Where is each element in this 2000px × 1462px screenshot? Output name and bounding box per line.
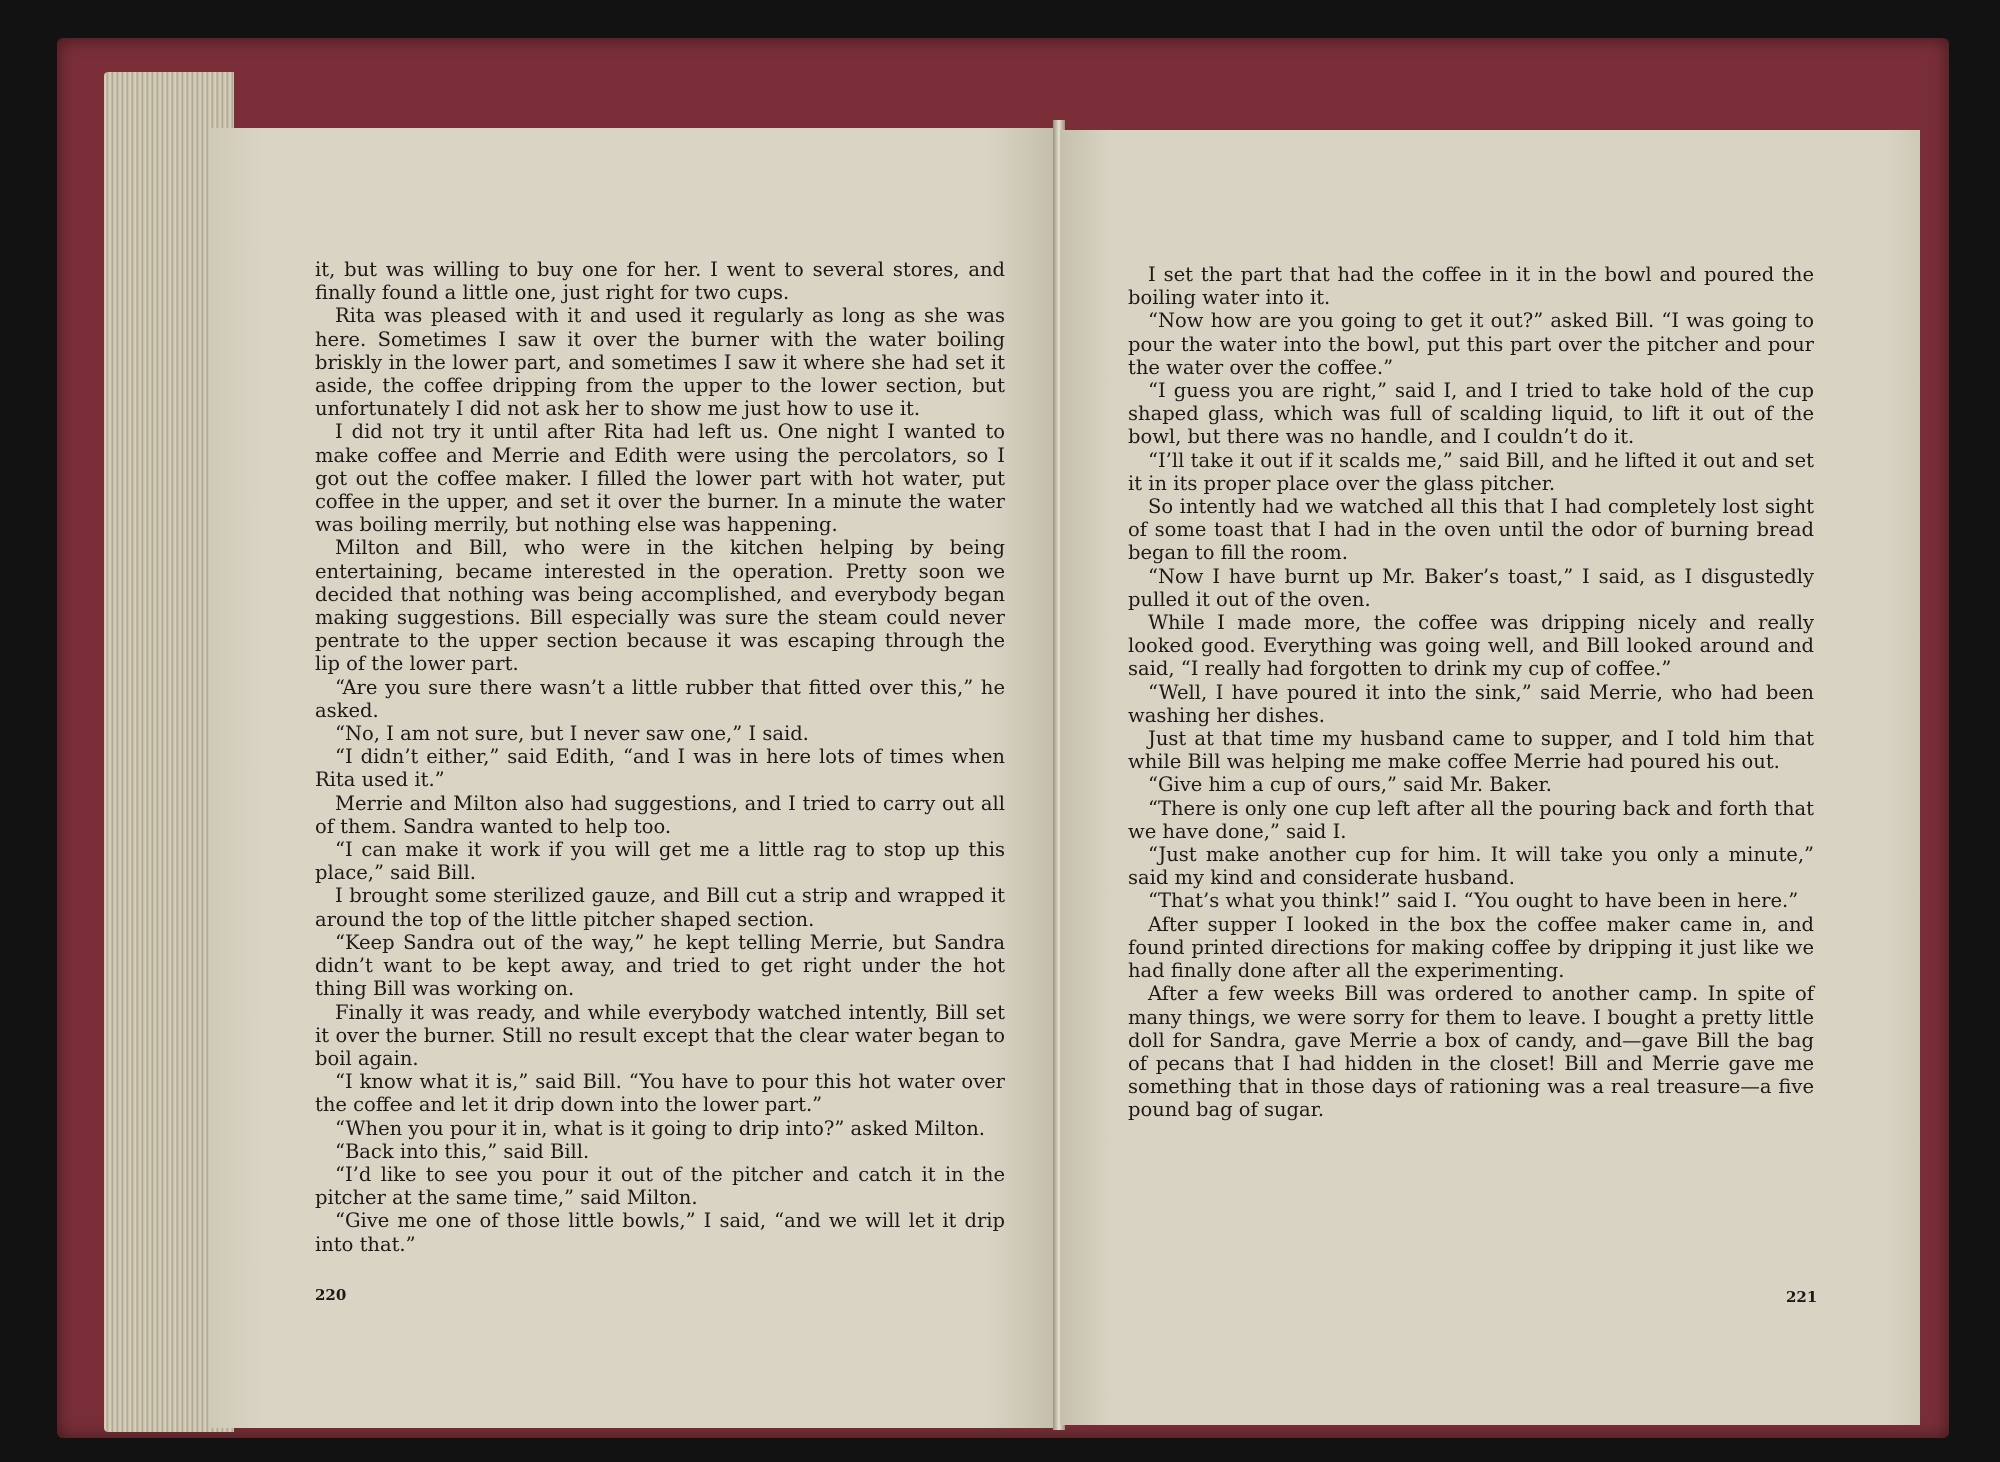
paragraph: “Are you sure there wasn’t a little rubber that fitted over this,” he asked.: [315, 675, 1005, 722]
left-page: [210, 128, 1055, 1428]
paragraph: “Give me one of those little bowls,” I said, “and we will let it drip into that.”: [315, 1209, 1005, 1256]
paragraph: “That’s what you think!” said I. “You ought to have been in here.”: [1148, 889, 1799, 913]
paragraph: “Just make another cup for him. It will take you only a minute,” said my kind and considerate husband.: [1128, 843, 1814, 890]
paragraph: “Back into this,” said Bill.: [335, 1139, 590, 1163]
paragraph: While I made more, the coffee was dripping nicely and really looked good. Everything was going well, and Bill looked around and said, “I really had forgotten to drink my cup of coffee.”: [1128, 611, 1814, 681]
paragraph: Just at that time my husband came to supper, and I told him that while Bill was helping me make coffee Merrie had poured his out.: [1128, 727, 1814, 774]
paragraph: Finally it was ready, and while everybody watched intently, Bill set it over the burner. Still no result except that the clear water began to boil again.: [315, 1000, 1005, 1070]
paragraph: “No, I am not sure, but I never saw one,” I said.: [335, 722, 809, 746]
paragraph: Merrie and Milton also had suggestions, and I tried to carry out all of them. Sandra wanted to help too.: [315, 791, 1005, 838]
paragraph: After a few weeks Bill was ordered to another camp. In spite of many things, we were sorry for them to leave. I bought a pretty little doll for Sandra, gave Merrie a box of candy, and—gave Bill the bag of pecans that I had hidden in the closet! Bill and Merrie gave me something that in those days of rationing was a real treasure—a five pound bag of sugar.: [1128, 982, 1814, 1122]
paragraph: I did not try it until after Rita had left us. One night I wanted to make coffee and Merrie and Edith were using the percolators, so I got out the coffee maker. I filled the lower part with hot water, put coffee in the upper, and set it over the burner. In a minute the water was boiling merrily, but nothing else was happening.: [315, 420, 1005, 537]
page-number: 220: [315, 1286, 347, 1304]
paragraph: “I’d like to see you pour it out of the pitcher and catch it in the pitcher at the same time,” said Milton.: [315, 1162, 1005, 1210]
right-page-text: [1128, 263, 1814, 1122]
paragraph: I set the part that had the coffee in it in the bowl and poured the boiling water into it.: [1128, 263, 1814, 310]
paragraph: Milton and Bill, who were in the kitchen helping by being entertaining, became interested in the operation. Pretty soon we decided that nothing was being accomplished, and everybody began making suggestions. Bill especially was sure the steam could never pentrate to the upper section because it was escaping through the lip of the lower part.: [315, 536, 1005, 676]
paragraph: “I can make it work if you will get me a little rag to stop up this place,” said Bill.: [315, 838, 1005, 885]
paragraph: “Give him a cup of ours,” said Mr. Baker.: [1148, 773, 1552, 797]
paragraph: I brought some sterilized gauze, and Bill cut a strip and wrapped it around the top of the little pitcher shaped section.: [315, 884, 1005, 931]
paragraph: So intently had we watched all this that I had completely lost sight of some toast that I had in the oven until the odor of burning bread began to fill the room.: [1128, 495, 1814, 565]
paragraph: “Now I have burnt up Mr. Baker’s toast,” I said, as I disgustedly pulled it out of the oven.: [1128, 564, 1814, 611]
paragraph: “I’ll take it out if it scalds me,” said Bill, and he lifted it out and set it in its proper place over the glass pitcher.: [1128, 448, 1814, 495]
left-page-text: [315, 258, 1005, 1256]
paragraph: “I guess you are right,” said I, and I tried to take hold of the cup shaped glass, which was full of scalding liquid, to lift it out of the bowl, but there was no handle, and I couldn’t do it.: [1128, 379, 1814, 449]
paragraph: “When you pour it in, what is it going to drip into?” asked Milton.: [335, 1116, 985, 1140]
paragraph: it, but was willing to buy one for her. I went to several stores, and finally found a little one, just right for two cups.: [315, 258, 1005, 305]
paragraph: Rita was pleased with it and used it regularly as long as she was here. Sometimes I saw it over the burner with the water boiling briskly in the lower part, and sometimes I saw it where she had set it aside, the coffee dripping from the upper to the lower section, but unfortunately I did not ask her to show me just how to use it.: [315, 304, 1005, 421]
paragraph: “Well, I have poured it into the sink,” said Merrie, who had been washing her dishes.: [1128, 680, 1814, 727]
paragraph: “There is only one cup left after all the pouring back and forth that we have done,” said I.: [1128, 796, 1814, 843]
paragraph: “I didn’t either,” said Edith, “and I was in here lots of times when Rita used it.”: [315, 745, 1005, 792]
paragraph: “Now how are you going to get it out?” asked Bill. “I was going to pour the water into the bowl, put this part over the pitcher and pour the water over the coffee.”: [1128, 309, 1814, 379]
page-number: 221: [1786, 1288, 1818, 1306]
paragraph: “I know what it is,” said Bill. “You have to pour this hot water over the coffee and let it drip down into the lower part.”: [315, 1070, 1005, 1117]
paragraph: After supper I looked in the box the coffee maker came in, and found printed directions for making coffee by dripping it just like we had finally done after all the experimenting.: [1128, 912, 1814, 983]
right-page: [1060, 130, 1920, 1425]
paragraph: “Keep Sandra out of the way,” he kept telling Merrie, but Sandra didn’t want to be kept away, and tried to get right under the hot thing Bill was working on.: [315, 930, 1005, 1001]
